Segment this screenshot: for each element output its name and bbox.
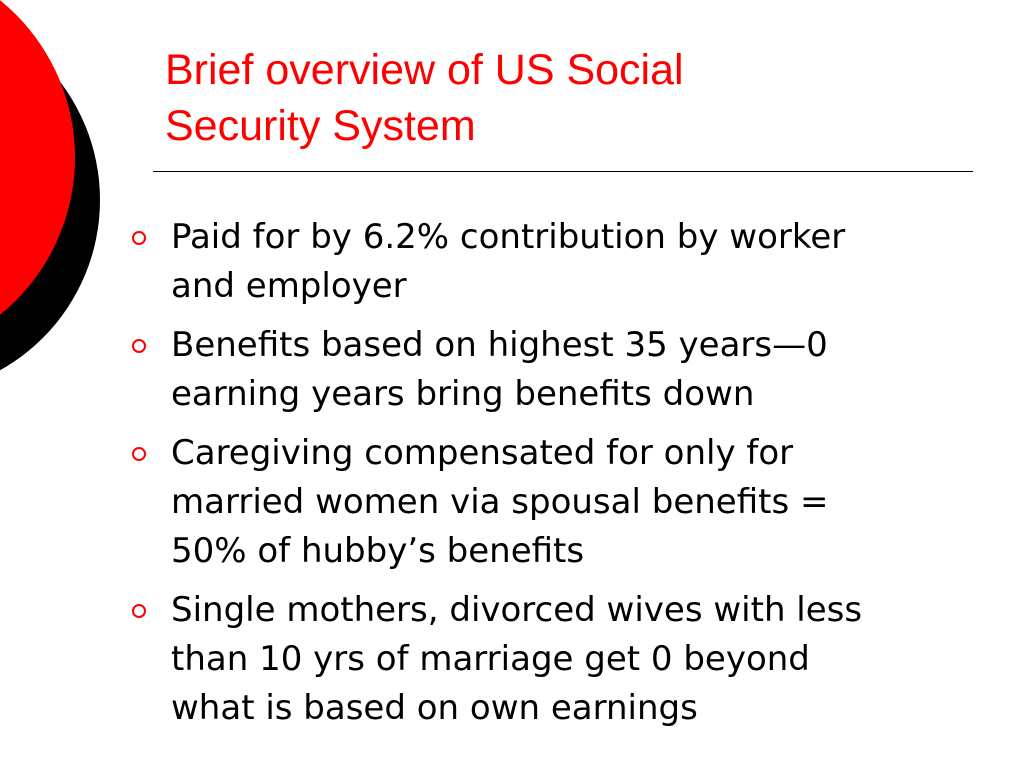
bullet-item xyxy=(130,586,1020,733)
bullet-text-line: earning years bring benefits down xyxy=(171,374,755,414)
circle-bullet-icon xyxy=(132,604,146,618)
bullet-text-line: Paid for by 6.2% contribution by worker xyxy=(171,217,846,257)
bullet-item xyxy=(130,213,1020,311)
slide-title-line: Security System xyxy=(165,102,476,150)
title-divider xyxy=(153,171,973,172)
circle-bullet-icon xyxy=(132,231,146,245)
bullet-text-line: married women via spousal benefits = xyxy=(171,482,829,522)
bullet-text-line: Caregiving compensated for only for xyxy=(171,433,794,473)
circle-bullet-icon xyxy=(132,339,146,353)
bullet-text-line: what is based on own earnings xyxy=(171,688,698,728)
bullet-text-line: and employer xyxy=(171,266,407,306)
bullet-text-line: than 10 yrs of marriage get 0 beyond xyxy=(171,639,810,679)
circle-bullet-icon xyxy=(132,447,146,461)
slide-title xyxy=(165,42,965,154)
bullet-text-line: 50% of hubby’s benefits xyxy=(171,531,585,571)
slide-title-line: Brief overview of US Social xyxy=(165,46,684,94)
bullet-item xyxy=(130,321,1020,419)
bullet-item xyxy=(130,429,1020,576)
bullet-list xyxy=(130,213,1020,743)
bullet-text-line: Single mothers, divorced wives with less xyxy=(171,590,863,630)
bullet-text-line: Benefits based on highest 35 years—0 xyxy=(171,325,828,365)
